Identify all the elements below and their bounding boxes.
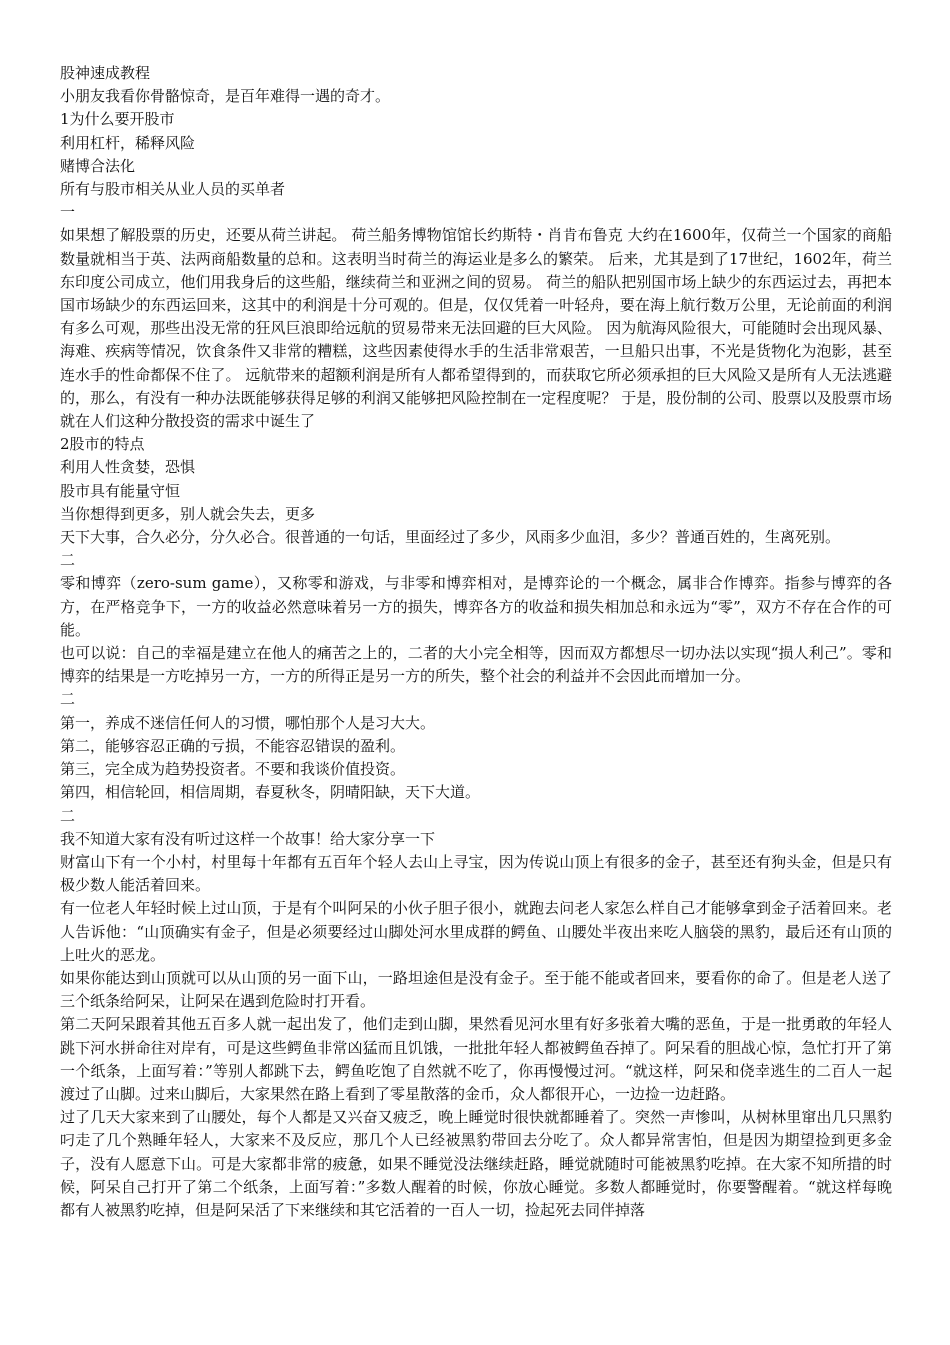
document-page [60,62,892,1222]
story-intro: 我不知道大家有没有听过这样一个故事！给大家分享一下 [60,829,436,848]
quote-line: 天下大事，合久必分，分久必合。很普通的一句话，里面经过了多少，风雨多少血泪，多少？普通百姓的，生离死别。 [60,528,841,547]
section-2-item: 股市具有能量守恒 [60,481,181,500]
section-2-item: 当你想得到更多，别人就会失去，更多 [60,504,316,523]
story-paragraph: 第二天阿呆跟着其他五百多人就一起出发了，他们走到山脚，果然看见河水里有好多张着大嘴的恶鱼，于是一批勇敢的年轻人跳下河水拼命往对岸有，可是这些鳄鱼非常凶猛而且饥饿，一批批年轻人都被鳄鱼吞掉了。阿呆看的胆战心惊，急忙打开了第一个纸条，上面写着：”等别人都跳下去，鳄鱼吃饱了自然就不吃了，你再慢慢过河。“就这样，阿呆和侥幸逃生的二百人一起渡过了山脚。过来山脚后，大家果然在路上看到了零星散落的金币，众人都很开心，一边捡一边赶路。 [60,1015,892,1103]
history-paragraph: 如果想了解股票的历史，还要从荷兰讲起。 荷兰船务博物馆馆长约斯特・肖肯布鲁克 大约在1600年，仅荷兰一个国家的商船数量就相当于英、法两商船数量的总和。这表明当时荷兰的海运业是多么的繁荣。 后来，尤其是到了17世纪，1602年，荷兰东印度公司成立，他们用我身后的这些船，继续荷兰和亚洲之间的贸易。 荷兰的船队把别国市场上缺少的东西运过去，再把本国市场缺少的东西运回来，这其中的利润是十分可观的。但是，仅仅凭着一叶轻舟，要在海上航行数万公里，无论前面的利润有多么可观，那些出没无常的狂风巨浪即给远航的贸易带来无法回避的巨大风险。 因为航海风险很大，可能随时会出现风暴、海难、疾病等情况，饮食条件又非常的糟糕，这些因素使得水手的生活非常艰苦，一旦船只出事，不光是货物化为泡影，甚至连水手的性命都保不住了。 远航带来的超额利润是所有人都希望得到的，而获取它所必须承担的巨大风险又是所有人无法逃避的，那么，有没有一种办法既能够获得足够的利润又能够把风险控制在一定程度呢？ 于是，股份制的公司、股票以及股票市场就在人们这种分散投资的需求中诞生了 [60,226,892,431]
section-1-heading: 1为什么要开股市 [60,110,175,129]
intro-line: 小朋友我看你骨骼惊奇，是百年难得一遇的奇才。 [60,87,391,106]
rule-item: 第一，养成不迷信任何人的习惯，哪怕那个人是习大大。 [60,713,436,732]
document-title: 股神速成教程 [60,64,151,82]
zero-sum-paragraph: 零和博弈（zero-sum game），又称零和游戏，与非零和博弈相对，是博弈论的一个概念，属非合作博弈。指参与博弈的各方，在严格竞争下，一方的收益必然意味着另一方的损失，博弈各方的收益和损失相加总和永远为“零”，双方不存在合作的可能。 [60,574,892,639]
story-paragraph: 有一位老人年轻时候上过山顶，于是有个叫阿呆的小伙子胆子很小，就跑去问老人家怎么样自己才能够拿到金子活着回来。老人告诉他：“山顶确实有金子，但是必须要经过山脚处河水里成群的鳄鱼、山腰处半夜出来吃人脑袋的黑豹，最后还有山顶的上吐火的恶龙。 [60,899,892,964]
section-1-item: 赌博合法化 [60,156,136,175]
story-paragraph: 过了几天大家来到了山腰处，每个人都是又兴奋又疲乏，晚上睡觉时很快就都睡着了。突然一声惨叫，从树林里窜出几只黑豹叼走了几个熟睡年轻人，大家来不及反应，那几个人已经被黑豹带回去分吃了。众人都异常害怕，但是因为期望捡到更多金子，没有人愿意下山。可是大家都非常的疲惫，如果不睡觉没法继续赶路，睡觉就随时可能被黑豹吃掉。在大家不知所措的时候，阿呆自己打开了第二个纸条，上面写着：”多数人醒着的时候，你放心睡觉。多数人都睡觉时，你要警醒着。“就这样每晚都有人被黑豹吃掉，但是阿呆活了下来继续和其它活着的一百人一切，捡起死去同伴掉落 [60,1108,892,1219]
section-2-item: 利用人性贪婪，恐惧 [60,458,196,477]
rule-item: 第四，相信轮回，相信周期，春夏秋冬，阴晴阳缺，天下大道。 [60,783,481,802]
zero-sum-paragraph: 也可以说：自己的幸福是建立在他人的痛苦之上的，二者的大小完全相等，因而双方都想尽一切办法以实现“损人利己”。零和博弈的结果是一方吃掉另一方，一方的所得正是另一方的所失，整个社会的利益并不会因此而增加一分。 [60,644,892,686]
rule-item: 第三，完全成为趋势投资者。不要和我谈价值投资。 [60,760,406,779]
part-marker: 二 [60,806,76,825]
part-marker: 一 [60,203,76,222]
part-marker: 二 [60,690,76,709]
section-1-item: 利用杠杆，稀释风险 [60,133,196,152]
part-marker: 二 [60,551,76,570]
story-paragraph: 如果你能达到山顶就可以从山顶的另一面下山，一路坦途但是没有金子。至于能不能或者回来，要看你的命了。但是老人送了三个纸条给阿呆，让阿呆在遇到危险时打开看。 [60,968,892,1011]
rule-item: 第二，能够容忍正确的亏损，不能容忍错误的盈利。 [60,736,406,755]
section-2-heading: 2股市的特点 [60,435,145,454]
story-paragraph: 财富山下有一个小村，村里每十年都有五百年个轻人去山上寻宝，因为传说山顶上有很多的金子，甚至还有狗头金，但是只有极少数人能活着回来。 [60,852,892,895]
section-1-item: 所有与股市相关从业人员的买单者 [60,180,286,199]
